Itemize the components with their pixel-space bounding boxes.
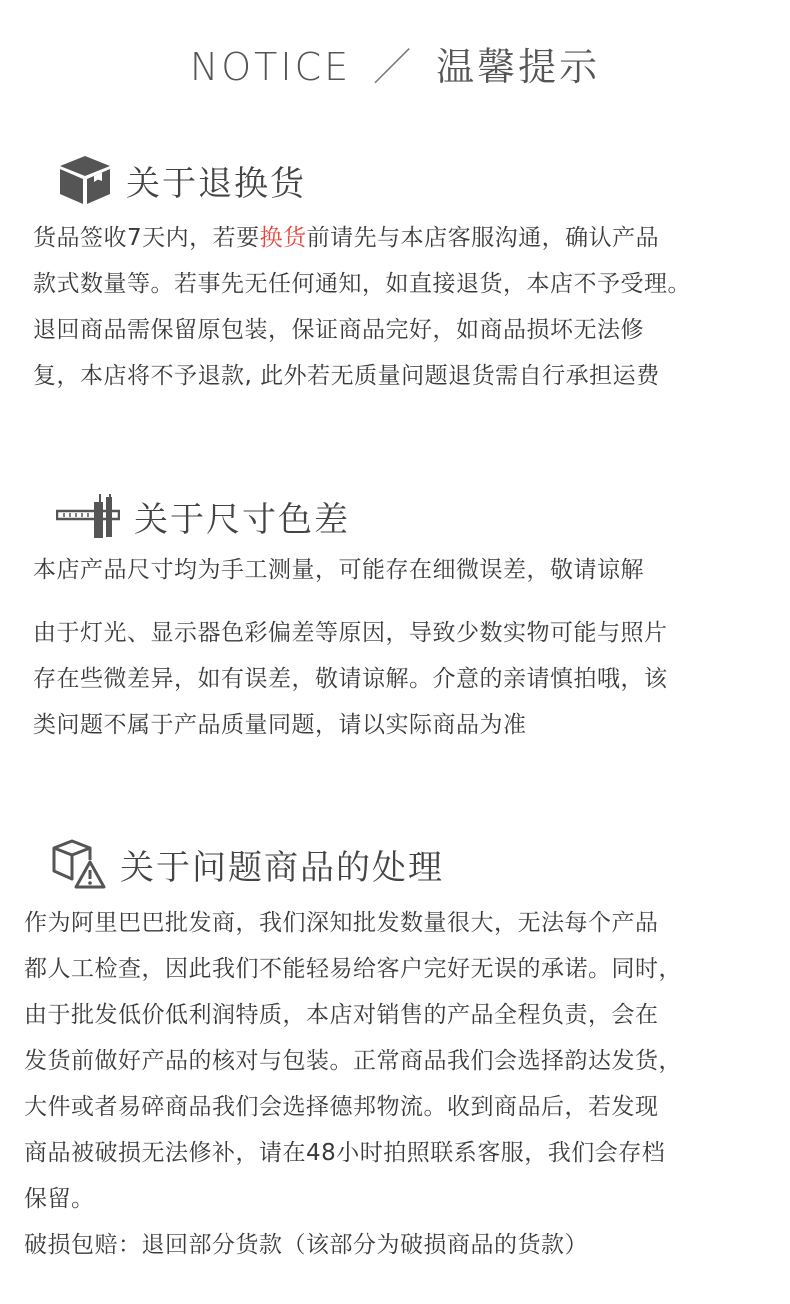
color-difference-paragraph bbox=[33, 610, 668, 748]
section-title-text: 关于问题商品的处理 bbox=[120, 847, 444, 888]
returns-paragraph bbox=[33, 215, 691, 399]
paragraph-line: 类问题不属于产品质量同题，请以实际商品为准 bbox=[33, 712, 527, 738]
paragraph-line: 作为阿里巴巴批发商，我们深知批发数量很大，无法每个产品 bbox=[24, 910, 659, 936]
paragraph-line: 由于批发低价低利润特质，本店对销售的产品全程负责，会在 bbox=[24, 1002, 659, 1028]
paragraph-line: 发货前做好产品的核对与包装。正常商品我们会选择韵达发货， bbox=[24, 1048, 682, 1074]
highlight-exchange: 换货 bbox=[259, 225, 307, 251]
paragraph-line: 存在些微差异，如有误差，敬请谅解。介意的亲请慎拍哦，该 bbox=[33, 666, 668, 692]
header-divider: ／ bbox=[373, 45, 415, 89]
section-title-text: 关于退换货 bbox=[126, 163, 306, 204]
damaged-package-warning-icon bbox=[50, 838, 106, 890]
section-title-text: 关于尺寸色差 bbox=[134, 500, 350, 540]
section-title-returns bbox=[58, 154, 306, 206]
line-text: 前请先与本店客服沟通，确认产品 bbox=[306, 225, 660, 251]
size-note-paragraph bbox=[33, 547, 644, 593]
notice-label: NOTICE bbox=[189, 45, 352, 89]
line-text: 货品签收7天内，若要 bbox=[33, 225, 260, 251]
paragraph-line: 都人工检查，因此我们不能轻易给客户完好无误的承诺。同时， bbox=[24, 956, 682, 982]
section-title-size-color bbox=[56, 492, 350, 541]
paragraph-line bbox=[33, 215, 691, 261]
paragraph-line: 大件或者易碎商品我们会选择德邦物流。收到商品后，若发现 bbox=[24, 1094, 659, 1120]
paragraph-line: 复，本店将不予退款, 此外若无质量问题退货需自行承担运费 bbox=[33, 363, 660, 389]
problem-goods-paragraph bbox=[24, 900, 682, 1268]
paragraph-line: 商品被破损无法修补，请在48小时拍照联系客服，我们会存档 bbox=[24, 1140, 666, 1166]
paragraph-line: 由于灯光、显示器色彩偏差等原因，导致少数实物可能与照片 bbox=[33, 620, 668, 646]
notice-header bbox=[0, 36, 790, 91]
paragraph-line: 退回商品需保留原包装，保证商品完好，如商品损坏无法修 bbox=[33, 317, 644, 343]
paragraph-line: 保留。 bbox=[24, 1186, 95, 1212]
section-title-problem-goods bbox=[50, 838, 444, 890]
notice-chinese-label: 温馨提示 bbox=[436, 45, 601, 89]
paragraph-line: 款式数量等。若事先无任何通知，如直接退货，本店不予受理。 bbox=[33, 271, 691, 297]
paragraph-line: 破损包赔：退回部分货款（该部分为破损商品的货款） bbox=[24, 1232, 588, 1258]
package-box-icon bbox=[58, 154, 112, 206]
caliper-ruler-icon bbox=[56, 494, 120, 540]
paragraph-line: 本店产品尺寸均为手工测量，可能存在细微误差，敬请谅解 bbox=[33, 557, 644, 583]
